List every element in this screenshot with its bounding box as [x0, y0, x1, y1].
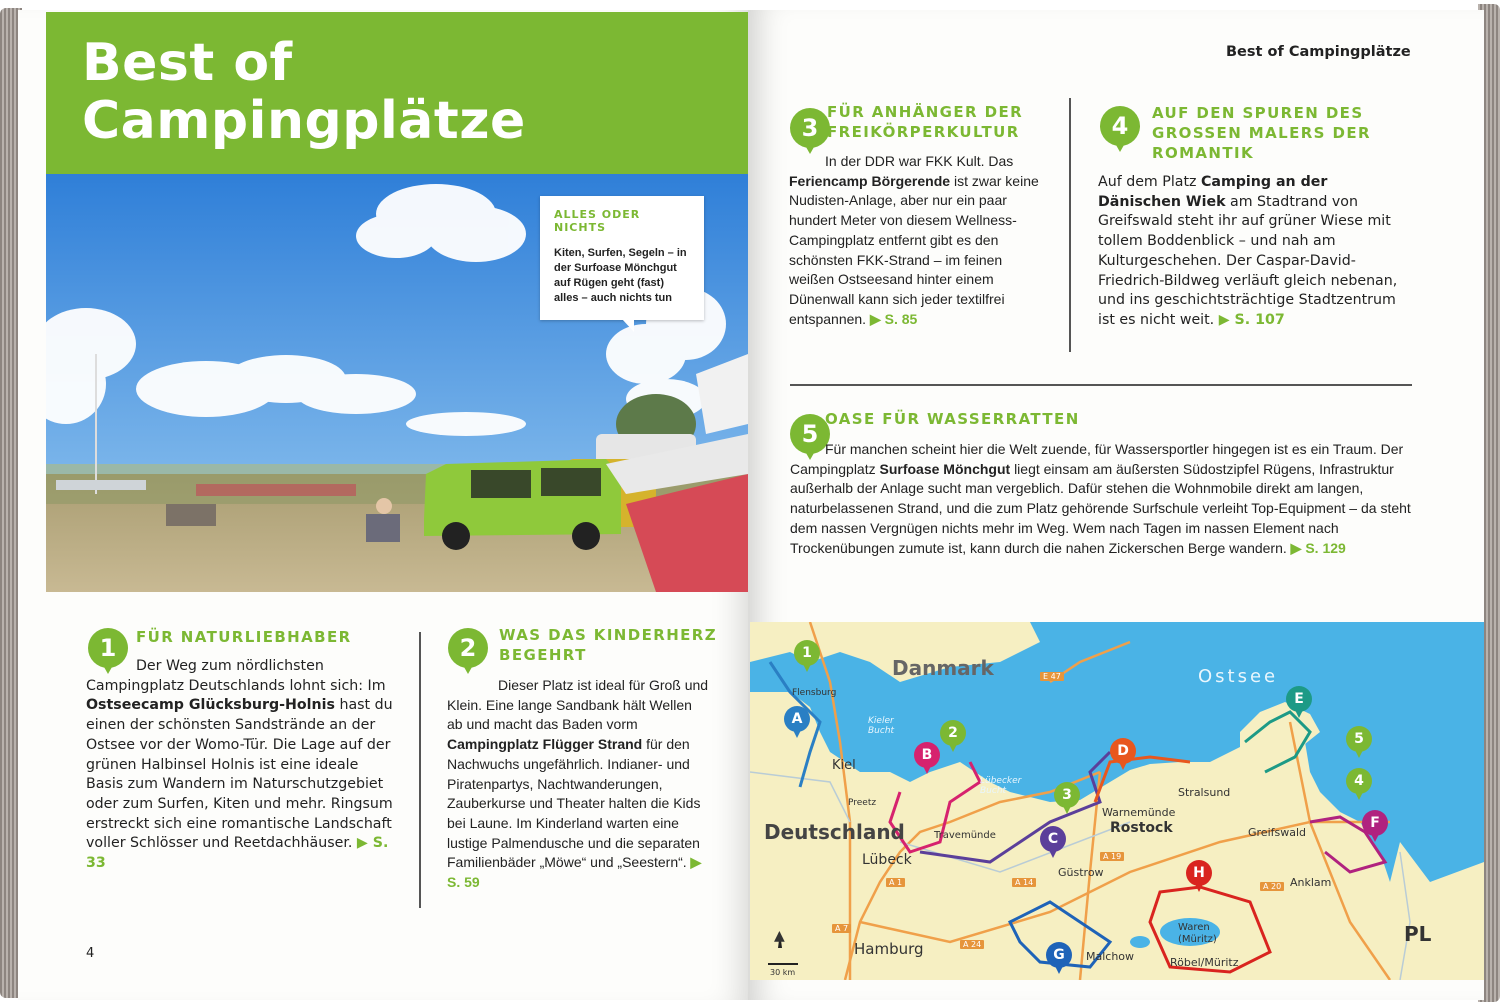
map-pin-d[interactable]: D: [1110, 738, 1136, 772]
campsite-name: Surfoase Mönchgut: [879, 460, 1011, 477]
section-3-badge: [790, 108, 830, 156]
label-roebel: Röbel/Müritz: [1170, 956, 1239, 969]
label-warnemuende: Warnemünde: [1102, 806, 1176, 819]
page-title: [82, 34, 526, 150]
section-5-heading: OASE FÜR WASSERRATTEN: [825, 410, 1080, 428]
regional-map: [750, 622, 1484, 980]
map-pin-1[interactable]: 1: [794, 640, 820, 674]
map-pin-g[interactable]: G: [1046, 942, 1072, 976]
label-ostsee: Ostsee: [1198, 666, 1279, 687]
road-a24: A 24: [960, 940, 984, 949]
label-travemuende: Travemünde: [934, 830, 996, 841]
section-5-number: 5: [790, 414, 830, 454]
page-number: 4: [86, 946, 95, 961]
callout-text: Kiten, Surfen, Segeln – in der Surfoase Mönchgut auf Rügen geht (fast) alles – auch nichts tun: [554, 247, 687, 304]
section-2-text: Dieser Platz ist ideal für Groß und Klein. Eine lange Sandbank hält Wellen ab und macht das Baden vorm Campingplatz Flügger Strand für den Nachwuchs ungefährlich. Indianer- und Piratenpartys, Nachtwanderungen, Zauberkurse und Theater halten die Kids bei Laune. Im Kinderland warten eine lustige Palmendusche und die separaten Familienbäder „Möwe“ und „Seestern“. ▶ S. 59: [447, 677, 709, 891]
road-a19: A 19: [1100, 852, 1124, 861]
label-kieler-bucht: Kieler Bucht: [868, 716, 895, 736]
campsite-name: Camping an der Dänischen Wiek: [1098, 174, 1328, 210]
section-4-heading: AUF DEN SPUREN DES GROSSEN MALERS DER ROMANTIK: [1152, 104, 1371, 162]
label-danmark: Danmark: [892, 656, 994, 680]
section-divider: [790, 384, 1412, 386]
section-3-text: In der DDR war FKK Kult. Das Feriencamp Börgerende ist zwar keine Nudisten-Anlage, aber nur ein paar hundert Meter von diesem Wellness-Campingplatz entfernt gibt es den schönsten FKK-Strand – im feinen weißen Ostseesand hinter einem Dünenwall kann sich jeder textilfrei entspannen. ▶ S. 85: [789, 153, 1039, 327]
campsite-name: Ostseecamp Glücksburg-Holnis: [86, 697, 335, 714]
label-hamburg: Hamburg: [854, 940, 924, 958]
label-guestrow: Güstrow: [1058, 866, 1104, 879]
label-stralsund: Stralsund: [1178, 786, 1231, 799]
section-2-heading: WAS DAS KINDERHERZ BEGEHRT: [499, 626, 718, 664]
column-divider: [419, 632, 421, 908]
map-pin-4[interactable]: 4: [1346, 768, 1372, 802]
label-malchow: Malchow: [1086, 950, 1135, 963]
map-pin-f[interactable]: F: [1362, 810, 1388, 844]
map-pin-h[interactable]: H: [1186, 860, 1212, 894]
road-a20: A 20: [1260, 882, 1284, 891]
page-reference[interactable]: ▶ S. 129: [1290, 539, 1346, 556]
map-pin-b[interactable]: B: [914, 742, 940, 776]
road-a7: A 7: [832, 924, 851, 933]
label-greifswald: Greifswald: [1248, 826, 1307, 839]
map-pin-3[interactable]: 3: [1054, 782, 1080, 816]
section-3-heading: FÜR ANHÄNGER DER FREIKÖRPERKULTUR: [827, 103, 1024, 141]
page-reference[interactable]: ▶ S. 33: [86, 835, 389, 872]
map-pin-c[interactable]: C: [1040, 826, 1066, 860]
callout-tail: [622, 319, 634, 332]
map-pin-a[interactable]: A: [784, 706, 810, 740]
section-3-number: 3: [790, 108, 830, 148]
running-head: Best of Campingplätze: [1226, 44, 1411, 60]
section-4-text: Auf dem Platz Camping an der Dänischen Wiek am Stadtrand von Greifswald steht ihr auf grüner Wiese mit tollem Boddenblick – und nah am Kulturgeschehen. Der Caspar-David-Friedrich-Bildweg verläuft gleich nebenan, und ins geschichtsträchtige Stadtzentrum ist es nicht weit. ▶ S. 107: [1098, 174, 1398, 328]
section-1-number: 1: [88, 628, 128, 668]
title-line-1: Best of: [82, 33, 293, 93]
map-pin-5[interactable]: 5: [1346, 726, 1372, 760]
label-deutschland: Deutschland: [764, 820, 905, 844]
section-5-text: Für manchen scheint hier die Welt zuende, für Wassersportler hingegen ist es ein Traum. Der Campingplatz Surfoase Mönchgut liegt einsam am äußersten Südostzipfel Rügens, Infrastruktur außerhalb der Anlage sucht man vergeblich. Dafür stehen die Wohnmobile direkt am langen, naturbelassenen Strand, und die zum Platz gehörende Surfschule verleiht Top-Equipment – da steht dem nassen Vergnügen nichts mehr im Weg. Wem nach Tagen im nassen Element nach Trockenübungen zumute ist, kann durch die nahen Zickerschen Berge wandern. ▶ S. 129: [790, 441, 1411, 556]
label-luebeck: Lübeck: [862, 852, 912, 868]
section-4-badge: [1100, 106, 1140, 154]
label-anklam: Anklam: [1290, 876, 1332, 889]
page-reference[interactable]: ▶ S. 59: [447, 854, 702, 891]
section-4-number: 4: [1100, 106, 1140, 146]
map-scale: 30 km: [770, 968, 796, 977]
section-2-badge: [448, 628, 488, 676]
label-waren: Waren (Müritz): [1178, 922, 1217, 945]
label-rostock: Rostock: [1110, 820, 1173, 836]
map-pin-e[interactable]: E: [1286, 686, 1312, 720]
north-arrow-icon: ▲: [774, 928, 785, 944]
callout-title: ALLES ODER NICHTS: [554, 208, 641, 234]
campsite-name: Campingplatz Flügger Strand: [447, 736, 643, 753]
road-e47: E 47: [1040, 672, 1064, 681]
label-flensburg: Flensburg: [792, 688, 837, 698]
road-a14: A 14: [1012, 878, 1036, 887]
section-1-text: Der Weg zum nördlichsten Campingplatz Deutschlands lohnt sich: Im Ostseecamp Glücksburg-Holnis hast du einen der schönsten Sandstrände an der Ostsee vor der Womo-Tür. Die Lage auf der grünen Halbinsel Holnis ist eine ideale Basis zum Wandern im Naturschutzgebiet oder zum Surfen, Kiten und mehr. Ringsum erstreckt sich eine romantische Landschaft voller Schlösser und Reetdachhäuser. ▶ S. 33: [86, 658, 393, 872]
page-reference[interactable]: ▶ S. 85: [869, 310, 918, 327]
column-divider: [1069, 98, 1071, 352]
road-a1: A 1: [886, 878, 905, 887]
label-kiel: Kiel: [832, 758, 856, 773]
callout-box: [540, 196, 704, 320]
section-1-heading: FÜR NATURLIEBHABER: [136, 628, 352, 646]
title-line-2: Campingplätze: [82, 91, 526, 151]
label-preetz: Preetz: [848, 798, 877, 808]
campsite-name: Feriencamp Börgerende: [789, 172, 951, 189]
page-reference[interactable]: ▶ S. 107: [1218, 311, 1285, 328]
map-pin-2[interactable]: 2: [940, 720, 966, 754]
section-2-number: 2: [448, 628, 488, 668]
label-luebecker-bucht: Lübecker Bucht: [980, 776, 1022, 796]
label-pl: PL: [1404, 922, 1432, 946]
